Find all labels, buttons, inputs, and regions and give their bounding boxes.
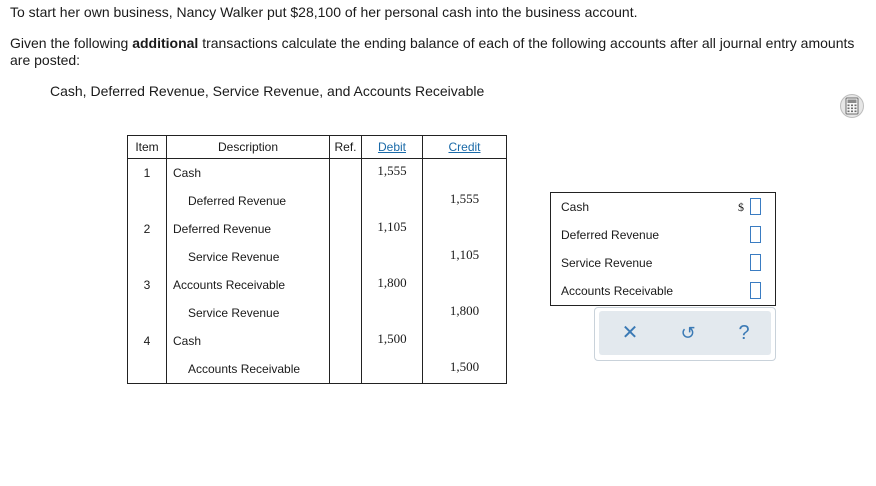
undo-icon[interactable]: ↺ xyxy=(680,323,696,343)
row-ref xyxy=(330,243,362,271)
calculator-icon[interactable] xyxy=(838,94,866,118)
debit-link[interactable]: Debit xyxy=(377,140,406,154)
currency-symbol: $ xyxy=(738,200,744,214)
row-debit xyxy=(362,243,423,271)
row-ref xyxy=(330,159,362,188)
row-credit xyxy=(423,215,507,243)
header-ref: Ref. xyxy=(330,136,362,159)
table-row xyxy=(128,327,507,355)
row-debit: 1,500 xyxy=(362,327,423,355)
answer-row xyxy=(551,277,775,305)
row-ref xyxy=(330,187,362,215)
table-row xyxy=(128,299,507,327)
close-icon[interactable]: ✕ xyxy=(621,322,639,344)
answer-input[interactable] xyxy=(750,198,761,215)
row-credit: 1,105 xyxy=(423,243,507,271)
row-item: 2 xyxy=(128,215,167,243)
row-credit: 1,800 xyxy=(423,299,507,327)
journal-header-row xyxy=(128,136,507,159)
answer-label: Accounts Receivable xyxy=(561,284,674,298)
table-row xyxy=(128,187,507,215)
table-row xyxy=(128,215,507,243)
answer-row xyxy=(551,249,775,277)
table-row xyxy=(128,271,507,299)
row-ref xyxy=(330,327,362,355)
row-description: Accounts Receivable xyxy=(167,355,330,384)
header-description: Description xyxy=(167,136,330,159)
row-debit xyxy=(362,299,423,327)
row-debit xyxy=(362,355,423,384)
row-item xyxy=(128,187,167,215)
row-debit: 1,800 xyxy=(362,271,423,299)
row-credit xyxy=(423,159,507,188)
row-ref xyxy=(330,271,362,299)
answer-label: Cash xyxy=(561,200,590,214)
row-debit xyxy=(362,187,423,215)
row-description: Deferred Revenue xyxy=(167,215,330,243)
toolbar-panel xyxy=(599,311,771,355)
row-description: Cash xyxy=(167,327,330,355)
row-description: Cash xyxy=(167,159,330,188)
instructions-bold: additional xyxy=(132,35,199,51)
answer-row xyxy=(551,193,775,221)
answer-input[interactable] xyxy=(750,254,761,271)
row-debit: 1,105 xyxy=(362,215,423,243)
header-item: Item xyxy=(128,136,167,159)
row-item: 1 xyxy=(128,159,167,188)
answer-label: Deferred Revenue xyxy=(561,228,660,242)
row-description: Service Revenue xyxy=(167,243,330,271)
row-item xyxy=(128,299,167,327)
instructions-suffix: transactions calculate the ending balance of each of the following accounts after all journal entry amounts are posted: xyxy=(10,35,855,68)
row-credit: 1,555 xyxy=(423,187,507,215)
row-credit xyxy=(423,271,507,299)
row-credit xyxy=(423,327,507,355)
answer-box xyxy=(550,192,776,306)
credit-link[interactable]: Credit xyxy=(448,140,481,154)
row-item: 4 xyxy=(128,327,167,355)
header-credit[interactable] xyxy=(423,136,507,159)
answer-input[interactable] xyxy=(750,226,761,243)
answer-label: Service Revenue xyxy=(561,256,653,270)
row-description: Accounts Receivable xyxy=(167,271,330,299)
answer-input[interactable] xyxy=(750,282,761,299)
journal-table xyxy=(127,135,507,384)
row-debit: 1,555 xyxy=(362,159,423,188)
table-row xyxy=(128,243,507,271)
table-row xyxy=(128,159,507,188)
row-ref xyxy=(330,215,362,243)
problem-statement: To start her own business, Nancy Walker put $28,100 of her personal cash into the business account. xyxy=(10,4,638,20)
row-item xyxy=(128,243,167,271)
row-item: 3 xyxy=(128,271,167,299)
row-description: Service Revenue xyxy=(167,299,330,327)
row-description: Deferred Revenue xyxy=(167,187,330,215)
help-icon[interactable]: ? xyxy=(738,322,750,344)
answer-row xyxy=(551,221,775,249)
action-toolbar xyxy=(594,307,776,361)
header-debit[interactable] xyxy=(362,136,423,159)
row-ref xyxy=(330,299,362,327)
table-row xyxy=(128,355,507,384)
row-ref xyxy=(330,355,362,384)
row-credit: 1,500 xyxy=(423,355,507,384)
row-item xyxy=(128,355,167,384)
instructions xyxy=(10,35,872,69)
instructions-prefix: Given the following xyxy=(10,35,133,51)
accounts-list: Cash, Deferred Revenue, Service Revenue, and Accounts Receivable xyxy=(50,83,485,99)
